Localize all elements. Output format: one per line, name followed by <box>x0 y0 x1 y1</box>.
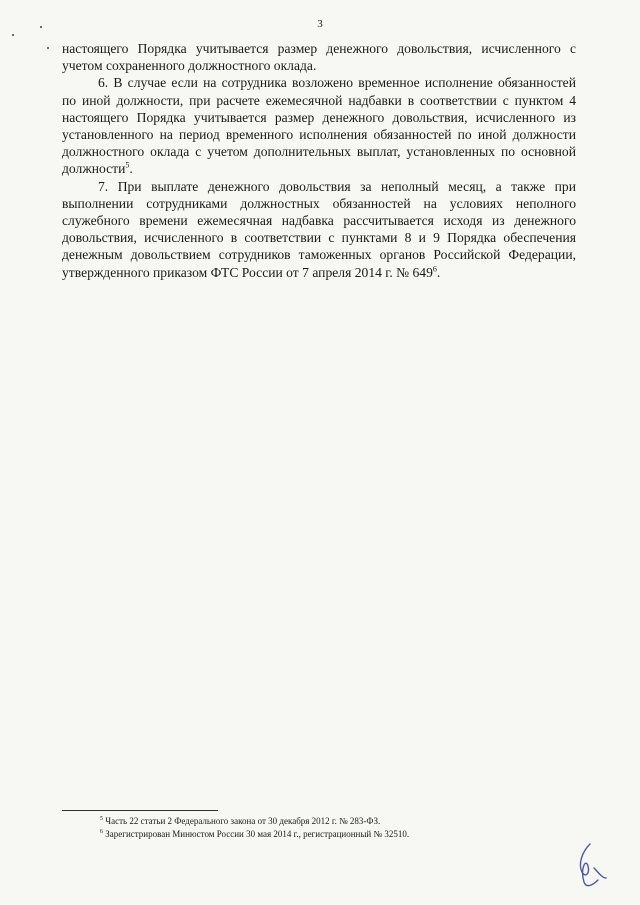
signature-stroke <box>580 844 606 886</box>
footnote-6 <box>100 828 570 841</box>
paragraph-text: настоящего Порядка учитывается размер денежного довольствия, исчисленного с учетом сохраненного должностного оклада. <box>62 41 576 74</box>
paragraph-continuation <box>62 40 576 74</box>
footnote-ref-6[interactable]: 6 <box>432 264 437 274</box>
footnote-number: 6 <box>100 828 103 835</box>
footnote-text: Часть 22 статьи 2 Федерального закона от 30 декабря 2012 г. № 283-ФЗ. <box>105 816 381 826</box>
paragraph-text: 7. При выплате денежного довольствия за неполный месяц, а также при выполнении сотрудниками должностных обязанностей на условиях неполного служебного времени ежемесячная надбавка рассчитывается исходя из денежного довольствия, исчисленного в соответствии с пунктами 8 и 9 Порядка обеспечения денежным довольствием сотрудников таможенных органов Российской Федерации, утвержденного приказом ФТС России от 7 апреля 2014 г. № 649 <box>62 178 576 280</box>
scan-speck <box>40 26 42 28</box>
footnote-divider <box>62 810 218 811</box>
paragraph-item-6 <box>62 74 576 177</box>
footnote-5 <box>100 815 570 828</box>
document-body <box>62 40 576 281</box>
paragraph-tail: . <box>129 161 133 177</box>
footnote-ref-5[interactable]: 5 <box>125 160 130 170</box>
scan-speck <box>12 34 14 36</box>
paragraph-text: 6. В случае если на сотрудника возложено временное исполнение обязанностей по иной должности, при расчете ежемесячной надбавки в соответствии с пунктом 4 настоящего Порядка учитывается размер денежного довольствия, исчисленного из установленного на период временного исполнения обязанностей по иной должности должностного оклада с учетом дополнительных выплат, установленных по основной должности <box>62 75 576 177</box>
footnote-number: 5 <box>100 816 103 822</box>
footnotes <box>100 815 570 840</box>
footnote-text: Зарегистрирован Минюстом России 30 мая 2014 г., регистрационный № 32510. <box>105 828 410 839</box>
paragraph-item-7 <box>62 178 576 281</box>
scan-speck <box>47 47 49 49</box>
page-number: 3 <box>317 18 323 30</box>
paragraph-tail: . <box>436 264 441 280</box>
handwritten-signature <box>560 838 620 898</box>
